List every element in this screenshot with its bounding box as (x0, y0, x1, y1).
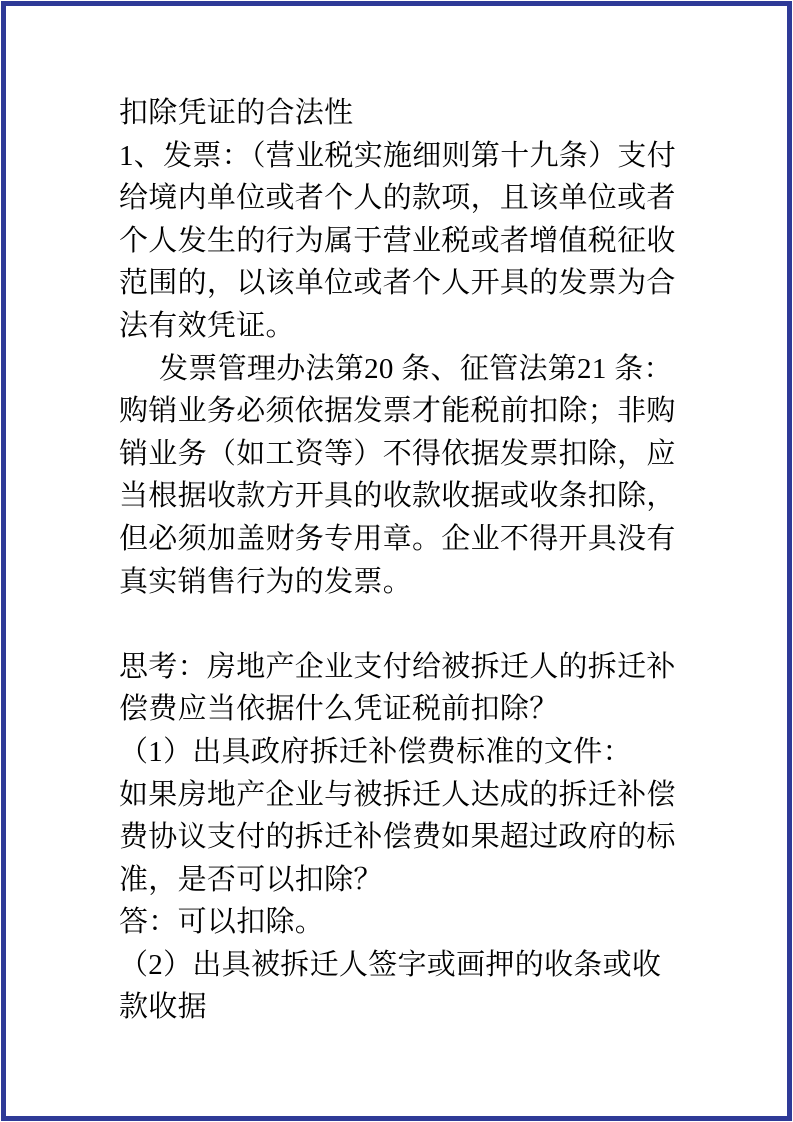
text-line: 给境内单位或者个人的款项，且该单位或者 (119, 182, 676, 215)
document-body (119, 92, 705, 1029)
text-line: 偿费应当依据什么凭证税前扣除？ (119, 693, 559, 726)
text-line: 1、发票：（营业税实施细则第十九条）支付 (119, 139, 677, 172)
text-line: 销业务（如工资等）不得依据发票扣除，应 (119, 437, 676, 470)
text-line: 款收据 (119, 991, 207, 1024)
text-line: 答：可以扣除。 (119, 906, 325, 939)
text-line: 但必须加盖财务专用章。企业不得开具没有 (119, 522, 676, 555)
document-title: 扣除凭证的合法性 (119, 97, 354, 129)
text-line: 当根据收款方开具的收款收据或收条扣除， (119, 480, 676, 513)
text-line: （2）出具被拆迁人签字或画押的收条或收 (119, 948, 662, 981)
blank-line (119, 603, 705, 646)
text-line: 个人发生的行为属于营业税或者增值税征收 (119, 224, 676, 257)
text-line: 购销业务必须依据发票才能税前扣除；非购 (119, 395, 676, 428)
text-line: 如果房地产企业与被拆迁人达成的拆迁补偿 (119, 778, 676, 811)
text-line: 法有效凭证。 (119, 309, 295, 342)
text-line: （1）出具政府拆迁补偿费标准的文件： (119, 735, 632, 768)
text-line: 准，是否可以扣除？ (119, 863, 383, 896)
text-line: 真实销售行为的发票。 (119, 565, 413, 598)
text-line: 范围的，以该单位或者个人开具的发票为合 (119, 267, 676, 300)
text-line: 费协议支付的拆迁补偿费如果超过政府的标 (119, 821, 676, 854)
text-line: 思考：房地产企业支付给被拆迁人的拆迁补 (119, 650, 676, 683)
text-line: 发票管理办法第20 条、征管法第21 条： (159, 352, 673, 385)
